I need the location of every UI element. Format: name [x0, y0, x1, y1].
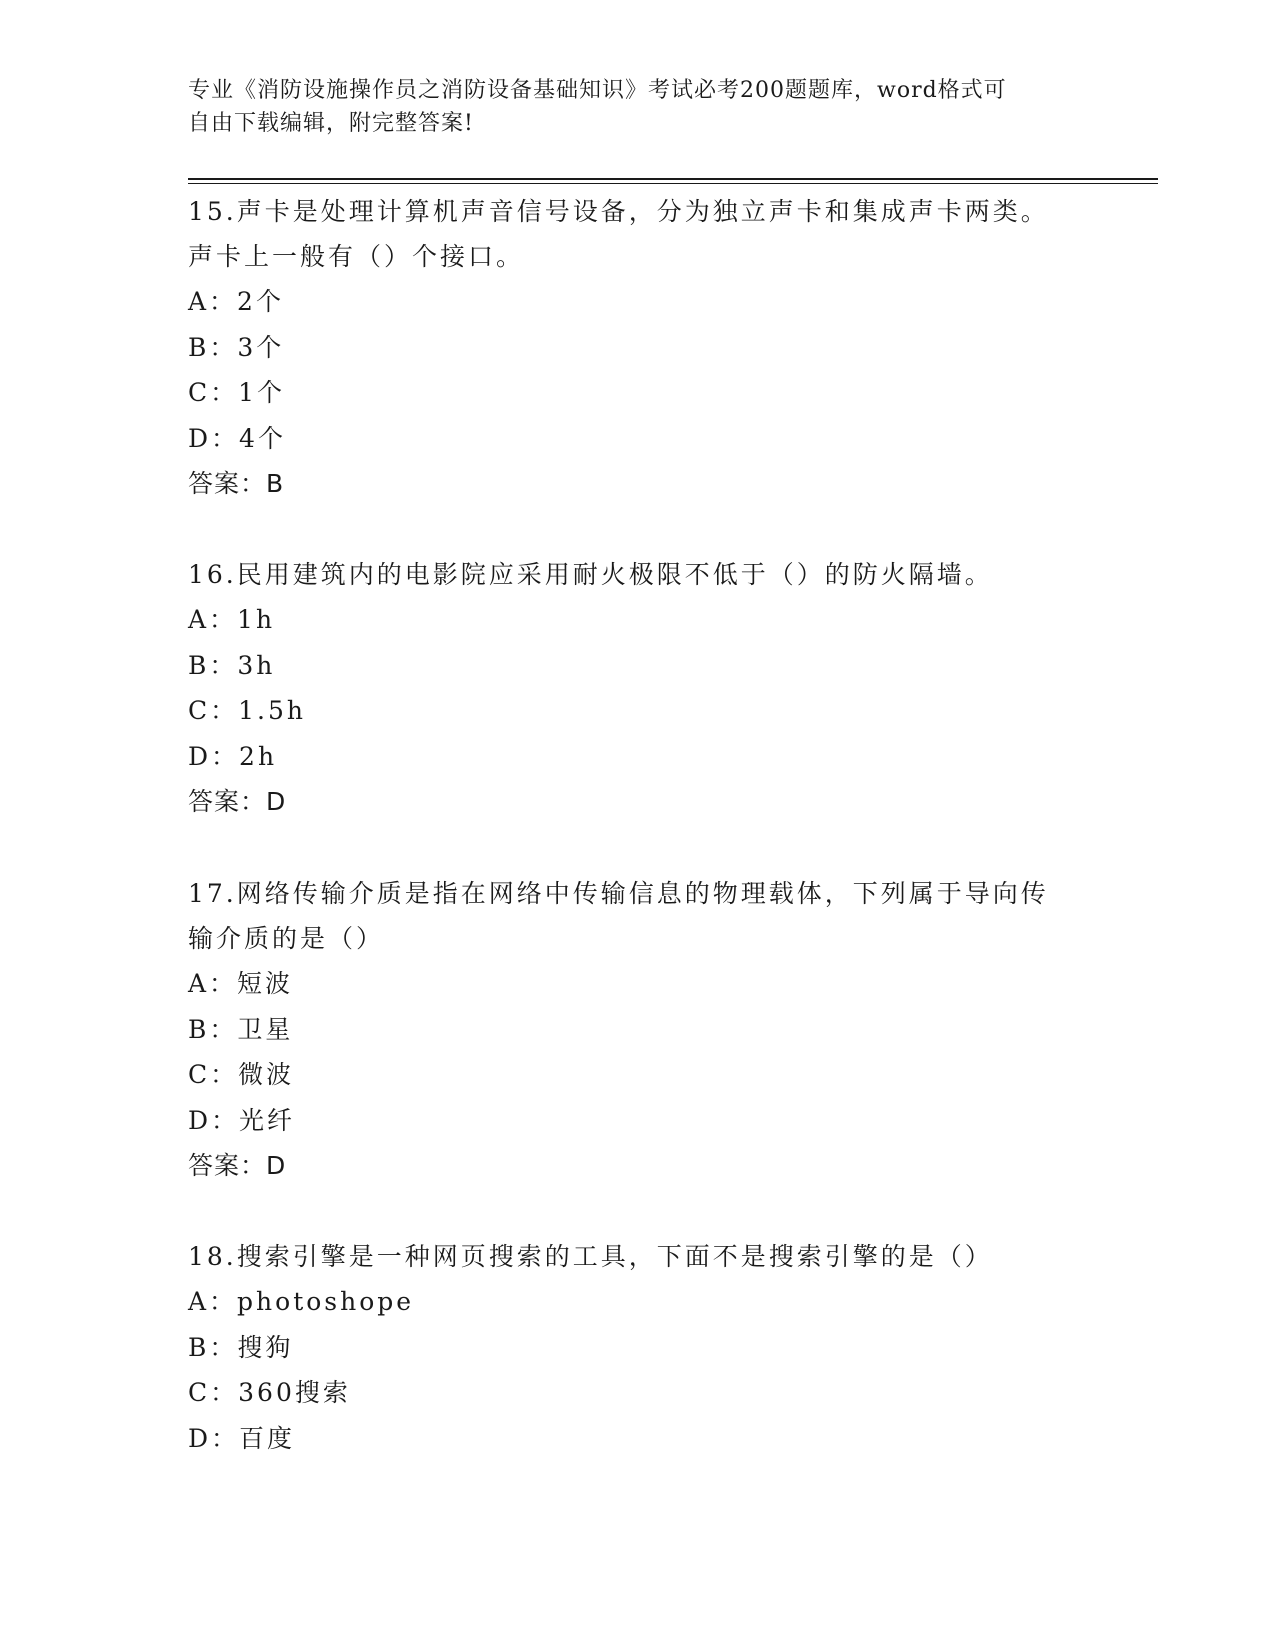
question-15: [188, 189, 1088, 506]
document-header: [188, 74, 1068, 140]
option-b: B：搜狗: [188, 1332, 294, 1362]
option-b: B：卫星: [188, 1014, 294, 1044]
question-17: [188, 871, 1088, 1188]
option-d: D：光纤: [188, 1105, 296, 1135]
answer-line: 答案：D: [188, 1151, 287, 1180]
question-16: [188, 552, 1088, 824]
header-divider-thick: [188, 178, 1158, 180]
question-stem-line: 声卡上一般有（）个接口。: [188, 242, 525, 271]
header-divider-thin: [188, 183, 1158, 184]
option-d: D：2h: [188, 741, 278, 771]
option-c: C：微波: [188, 1060, 295, 1089]
option-d: D：4个: [188, 423, 286, 453]
option-c: C：1个: [188, 378, 286, 407]
option-c: C：1.5h: [188, 696, 306, 725]
question-stem-line: 15.声卡是处理计算机声音信号设备，分为独立声卡和集成声卡两类。: [188, 197, 1049, 226]
question-18: [188, 1234, 1088, 1461]
option-a: A：photoshope: [188, 1287, 415, 1316]
option-b: B：3h: [188, 650, 276, 680]
option-a: A：2个: [188, 287, 284, 316]
question-stem-line: 18.搜索引擎是一种网页搜索的工具，下面不是搜索引擎的是（）: [188, 1242, 993, 1271]
header-line-2: 自由下载编辑，附完整答案!: [188, 111, 474, 136]
header-line-1: 专业《消防设施操作员之消防设备基础知识》考试必考200题题库，word格式可: [188, 78, 1007, 103]
answer-line: 答案：D: [188, 787, 287, 816]
answer-line: 答案：B: [188, 469, 285, 498]
question-stem-line: 输介质的是（）: [188, 924, 385, 953]
option-b: B：3个: [188, 332, 285, 362]
option-a: A：1h: [188, 605, 276, 634]
option-c: C：360搜索: [188, 1378, 351, 1407]
question-stem-line: 16.民用建筑内的电影院应采用耐火极限不低于（）的防火隔墙。: [188, 560, 993, 589]
option-d: D：百度: [188, 1423, 296, 1453]
option-a: A：短波: [188, 969, 294, 998]
question-stem-line: 17.网络传输介质是指在网络中传输信息的物理载体，下列属于导向传: [188, 879, 1049, 908]
